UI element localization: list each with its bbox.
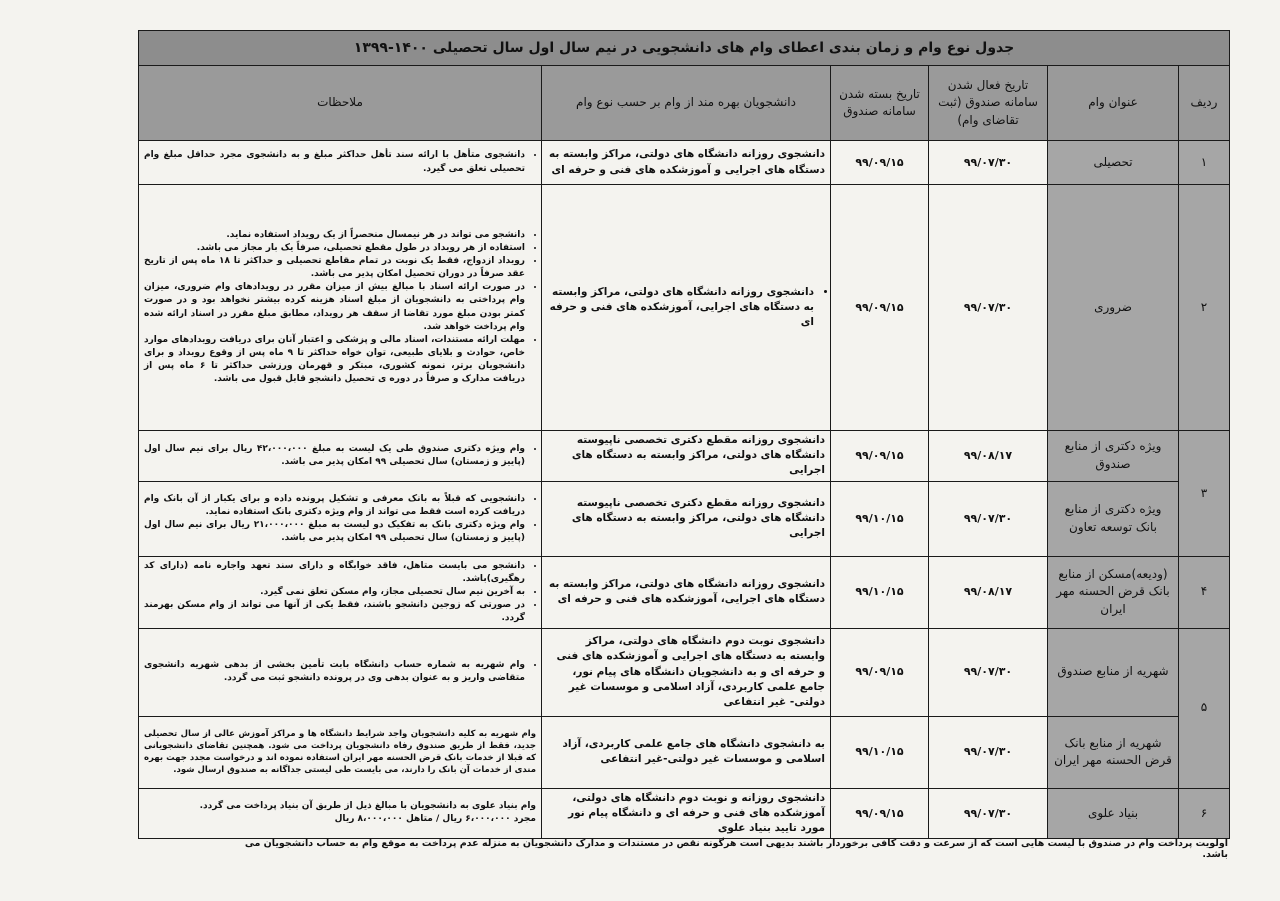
table-title: جدول نوع وام و زمان بندی اعطای وام های دانشجویی در نیم سال اول سال تحصیلی ۱۴۰۰-۱۳۹۹ <box>139 31 1230 66</box>
open-date: ۹۹/۰۸/۱۷ <box>929 431 1048 482</box>
row-number: ۵ <box>1179 628 1230 788</box>
table-row <box>139 431 1230 482</box>
header-close-date: تاریخ بسته شدن سامانه صندوق <box>831 66 929 141</box>
close-date: ۹۹/۰۹/۱۵ <box>831 788 929 839</box>
header-row-no: ردیف <box>1179 66 1230 141</box>
note-item: • دانشجو می تواند در هر نیمسال منحصراً از یک رویداد استفاده نماید. <box>144 229 525 242</box>
eligible-students: به دانشجوی دانشگاه های جامع علمی کاربردی، آزاد اسلامی و موسسات غیر دولتی-غیر انتفاعی <box>542 716 831 788</box>
notes-cell <box>139 431 542 482</box>
loan-title: ویژه دکتری از منابع بانک توسعه تعاون <box>1048 481 1179 556</box>
row-number: ۲ <box>1179 185 1230 431</box>
note-line: وام بنیاد علوی به دانشجویان با مبالغ ذیل از طریق آن بنیاد پرداخت می گردد. <box>199 801 536 812</box>
table-row <box>139 628 1230 716</box>
note-item: • رویداد ازدواج، فقط یک نوبت در تمام مقاطع تحصیلی و حداکثر تا ۱۸ ماه پس از تاریخ عقد صرفاً در دوران تحصیل امکان پذیر می باشد. <box>144 255 525 281</box>
footer-note: اولویت پرداخت وام در صندوق با لیست هایی است که از سرعت و دقت کافی برخوردار باشند بدیهی است هرگونه نقص در مستندات و مدارک دانشجویان به منزله عدم پرداخت به موقع وام به حساب دانشجویان می باشد. <box>244 838 1228 860</box>
header-open-date: تاریخ فعال شدن سامانه صندوق (ثبت تقاضای وام) <box>929 66 1048 141</box>
open-date: ۹۹/۰۷/۳۰ <box>929 481 1048 556</box>
notes-cell <box>139 185 542 431</box>
note-item: • دانشجو می بایست متاهل، فاقد خوابگاه و دارای سند تعهد واجاره نامه (دارای کد رهگیری)باشد. <box>144 560 525 586</box>
table-row <box>139 716 1230 788</box>
loan-title: (ودیعه)مسکن از منابع بانک قرض الحسنه مهر ایران <box>1048 556 1179 628</box>
close-date: ۹۹/۰۹/۱۵ <box>831 628 929 716</box>
note-item: • وام شهریه به شماره حساب دانشگاه بابت تأمین بخشی از بدهی شهریه دانشجوی متقاضی واریز و به عنوان بدهی وی در پرونده دانشجو ثبت می گردد. <box>144 659 525 685</box>
table-row <box>139 141 1230 185</box>
close-date: ۹۹/۱۰/۱۵ <box>831 556 929 628</box>
student-item: • دانشجوی روزانه دانشگاه های دولتی، مراکز وابسته به دستگاه های اجرایی، آموزشکده های فنی و حرفه ای <box>547 285 814 331</box>
note-item: • وام ویژه دکتری صندوق طی یک لیست به مبلغ ۴۲،۰۰۰،۰۰۰ ریال برای نیم سال اول (پاییز و زمستان) سال تحصیلی ۹۹ امکان پذیر می باشد. <box>144 443 525 469</box>
loan-title: تحصیلی <box>1048 141 1179 185</box>
eligible-students: دانشجوی روزانه مقطع دکتری تخصصی ناپیوسته دانشگاه های دولتی، مراکز وابسته به دستگاه های اجرایی <box>542 481 831 556</box>
loan-title: شهریه از منابع بانک قرض الحسنه مهر ایران <box>1048 716 1179 788</box>
notes-cell <box>139 141 542 185</box>
notes-cell <box>139 628 542 716</box>
open-date: ۹۹/۰۷/۳۰ <box>929 788 1048 839</box>
eligible-students: دانشجوی روزانه و نوبت دوم دانشگاه های دولتی، آموزشکده های فنی و حرفه ای و دانشگاه پیام نور مورد تایید بنیاد علوی <box>542 788 831 839</box>
notes-cell <box>139 556 542 628</box>
open-date: ۹۹/۰۷/۳۰ <box>929 141 1048 185</box>
loan-title: ویژه دکتری از منابع صندوق <box>1048 431 1179 482</box>
open-date: ۹۹/۰۷/۳۰ <box>929 716 1048 788</box>
note-item: • وام ویژه دکتری بانک به تفکیک دو لیست به مبلغ ۲۱،۰۰۰،۰۰۰ ریال برای نیم سال اول (پاییز و زمستان) سال تحصیلی ۹۹ امکان پذیر می باشد. <box>144 519 525 545</box>
note-item: • در صورت ارائه اسناد با مبالغ بیش از میزان مقرر در رویدادهای وام ضروری، میزان وام پرداختی به دانشجویان از مبلغ اسناد هزینه کرده بیشتر نخواهد بود و در صورت کمتر بودن مبلغ مورد تقاضا از سقف هر رویداد، مطابق مبلغ مقرر در اسناد ارائه شده وام پرداخت خواهد شد. <box>144 281 525 333</box>
open-date: ۹۹/۰۷/۳۰ <box>929 185 1048 431</box>
table-title-row <box>139 31 1230 66</box>
table-header-row <box>139 66 1230 141</box>
row-number: ۳ <box>1179 431 1230 557</box>
close-date: ۹۹/۱۰/۱۵ <box>831 716 929 788</box>
loan-title: ضروری <box>1048 185 1179 431</box>
close-date: ۹۹/۱۰/۱۵ <box>831 481 929 556</box>
loan-schedule-document <box>138 30 1229 839</box>
note-item: • دانشجوی متأهل با ارائه سند تأهل حداکثر مبلغ و به دانشجوی مجرد حداقل مبلغ وام تحصیلی تعلق می گیرد. <box>144 149 525 175</box>
loan-title: بنیاد علوی <box>1048 788 1179 839</box>
close-date: ۹۹/۰۹/۱۵ <box>831 185 929 431</box>
close-date: ۹۹/۰۹/۱۵ <box>831 141 929 185</box>
loan-schedule-table <box>138 30 1230 839</box>
table-row <box>139 185 1230 431</box>
eligible-students: دانشجوی نوبت دوم دانشگاه های دولتی، مراکز وابسته به دستگاه های اجرایی و آموزشکده های فنی و حرفه ای و به دانشجویان دانشگاه های پیام نور، جامع علمی کاربردی، آزاد اسلامی و موسسات غیر دولتی- غیر انتفاعی <box>542 628 831 716</box>
eligible-students: دانشجوی روزانه مقطع دکتری تخصصی ناپیوسته دانشگاه های دولتی، مراکز وابسته به دستگاه های اجرایی <box>542 431 831 482</box>
table-row <box>139 556 1230 628</box>
row-number: ۶ <box>1179 788 1230 839</box>
open-date: ۹۹/۰۸/۱۷ <box>929 556 1048 628</box>
header-loan-title: عنوان وام <box>1048 66 1179 141</box>
note-item: • به آخرین نیم سال تحصیلی مجاز، وام مسکن تعلق نمی گیرد. <box>144 586 525 599</box>
note-item: • دانشجویی که قبلاً به بانک معرفی و تشکیل پرونده داده و برای یکبار از آن بانک وام دریافت کرده است فقط می تواند از وام ویژه دکتری بانک استفاده نماید. <box>144 493 525 519</box>
eligible-students: دانشجوی روزانه دانشگاه های دولتی، مراکز وابسته به دستگاه های اجرایی و آموزشکده های فنی و حرفه ای <box>542 141 831 185</box>
close-date: ۹۹/۰۹/۱۵ <box>831 431 929 482</box>
notes-cell <box>139 481 542 556</box>
eligible-students: دانشجوی روزانه دانشگاه های دولتی، مراکز وابسته به دستگاه های اجرایی، آموزشکده های فنی و حرفه ای <box>542 556 831 628</box>
header-notes: ملاحظات <box>139 66 542 141</box>
table-row <box>139 788 1230 839</box>
notes-cell: وام شهریه به کلیه دانشجویان واجد شرایط دانشگاه ها و مراکز آموزش عالی از سال تحصیلی جدید، فقط از طریق صندوق رفاه دانشجویان پرداخت می شود. همچنین تقاضای دانشجویانی که قبلا از خدمات بانک قرض الحسنه مهر ایران استفاده نموده اند و درخواست مجدد جهت بهره مندی از خدمات آن بانک را دارند، می بایست طی لیستی جداگانه به صندوق ارسال شود. <box>139 716 542 788</box>
note-item: • استفاده از هر رویداد در طول مقطع تحصیلی، صرفاً یک بار مجاز می باشد. <box>144 242 525 255</box>
loan-title: شهریه از منابع صندوق <box>1048 628 1179 716</box>
row-number: ۱ <box>1179 141 1230 185</box>
note-item: • مهلت ارائه مستندات، اسناد مالی و پزشکی و اعتبار آنان برای دریافت رویدادهای موارد خاص، حوادث و بلایای طبیعی، توان خواه حداکثر تا ۹ ماه پس از وقوع رویداد و برای دانشجویان برتر، نمونه کشوری، مبتکر و قهرمان ورزشی حداکثر تا ۶ ماه پس از دریافت مدارک و صرفاً در دوره ی تحصیل دانشجو قابل قبول می باشد. <box>144 334 525 386</box>
note-item: • در صورتی که زوجین دانشجو باشند، فقط یکی از آنها می تواند از وام مسکن بهرمند گردد. <box>144 599 525 625</box>
table-row <box>139 481 1230 556</box>
notes-cell <box>139 788 542 839</box>
open-date: ۹۹/۰۷/۳۰ <box>929 628 1048 716</box>
row-number: ۴ <box>1179 556 1230 628</box>
header-students: دانشجویان بهره مند از وام بر حسب نوع وام <box>542 66 831 141</box>
note-amounts: مجرد ۶،۰۰۰،۰۰۰ ریال / متاهل ۸،۰۰۰،۰۰۰ ریال <box>334 814 536 825</box>
eligible-students <box>542 185 831 431</box>
